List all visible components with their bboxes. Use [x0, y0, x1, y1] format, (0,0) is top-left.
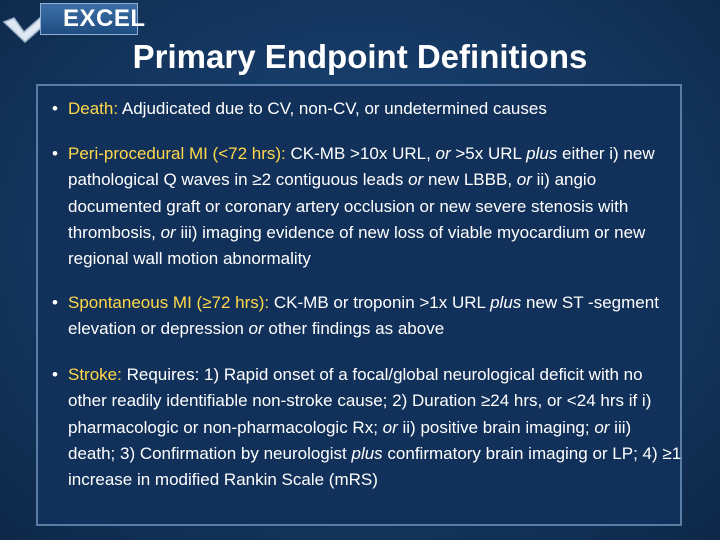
emphasis-text: or	[160, 222, 176, 242]
bullet-dot: •	[52, 365, 58, 384]
bullet-periprocedural-mi	[52, 141, 682, 272]
page-title: Primary Endpoint Definitions	[132, 38, 588, 75]
emphasis-text: or	[594, 417, 610, 437]
body-text: other findings as above	[263, 319, 445, 339]
emphasis-text: plus	[490, 293, 522, 312]
body-text: CK-MB or troponin >1x URL	[269, 293, 491, 312]
bullet-stroke	[52, 362, 682, 493]
emphasis-text: or	[408, 170, 424, 190]
body-text: confirmatory brain imaging or LP; 4) ≥1 increase in modified Rankin Scale (mRS)	[68, 443, 682, 490]
body-text: iii) imaging evidence of new loss of viable myocardium or new regional wall motion abnormality	[68, 222, 646, 269]
bullet-term: Stroke:	[68, 365, 122, 384]
emphasis-text: plus	[351, 443, 383, 463]
body-text: ii) positive brain imaging;	[397, 417, 595, 437]
emphasis-text: or	[248, 319, 264, 339]
body-text: either i) new pathological Q waves in ≥2 contiguous leads	[68, 144, 655, 190]
bullet-term: Spontaneous MI (≥72 hrs):	[68, 293, 270, 312]
body-text: >5x URL	[450, 144, 527, 163]
emphasis-text: plus	[526, 144, 558, 163]
emphasis-text: or	[435, 144, 451, 163]
excel-logo	[0, 0, 146, 40]
bullet-body	[68, 365, 681, 489]
bullet-dot: •	[52, 293, 58, 312]
bullet-dot: •	[52, 144, 58, 163]
body-text: CK-MB >10x URL,	[285, 144, 436, 163]
bullet-term: Peri-procedural MI (<72 hrs):	[68, 144, 286, 163]
body-text: new LBBB,	[423, 170, 517, 190]
emphasis-text: or	[382, 417, 398, 437]
emphasis-text: or	[516, 170, 532, 190]
bullet-body	[118, 99, 547, 118]
bullet-spontaneous-mi	[52, 290, 682, 343]
bullet-term: Death:	[68, 99, 119, 118]
body-text: iii) death; 3) Confirmation by neurologist	[68, 417, 632, 463]
body-text: Requires: 1) Rapid onset of a focal/global neurological deficit with no other readily identifiable non-stroke cause; 2) Duration ≥24 hrs, or <24 hrs if i) pharmacologic or non-pharmacologic Rx;	[68, 365, 652, 437]
body-text: ii) angio documented graft or coronary artery occlusion or new severe stenosis with thrombosis,	[68, 170, 629, 242]
bullet-dot: •	[52, 99, 58, 118]
logo-text: EXCEL	[63, 5, 146, 32]
body-text: new ST -segment elevation or depression	[68, 293, 659, 339]
bullet-death	[52, 96, 682, 122]
definitions-panel	[36, 84, 682, 526]
body-text: Adjudicated due to CV, non-CV, or undetermined causes	[118, 99, 547, 118]
